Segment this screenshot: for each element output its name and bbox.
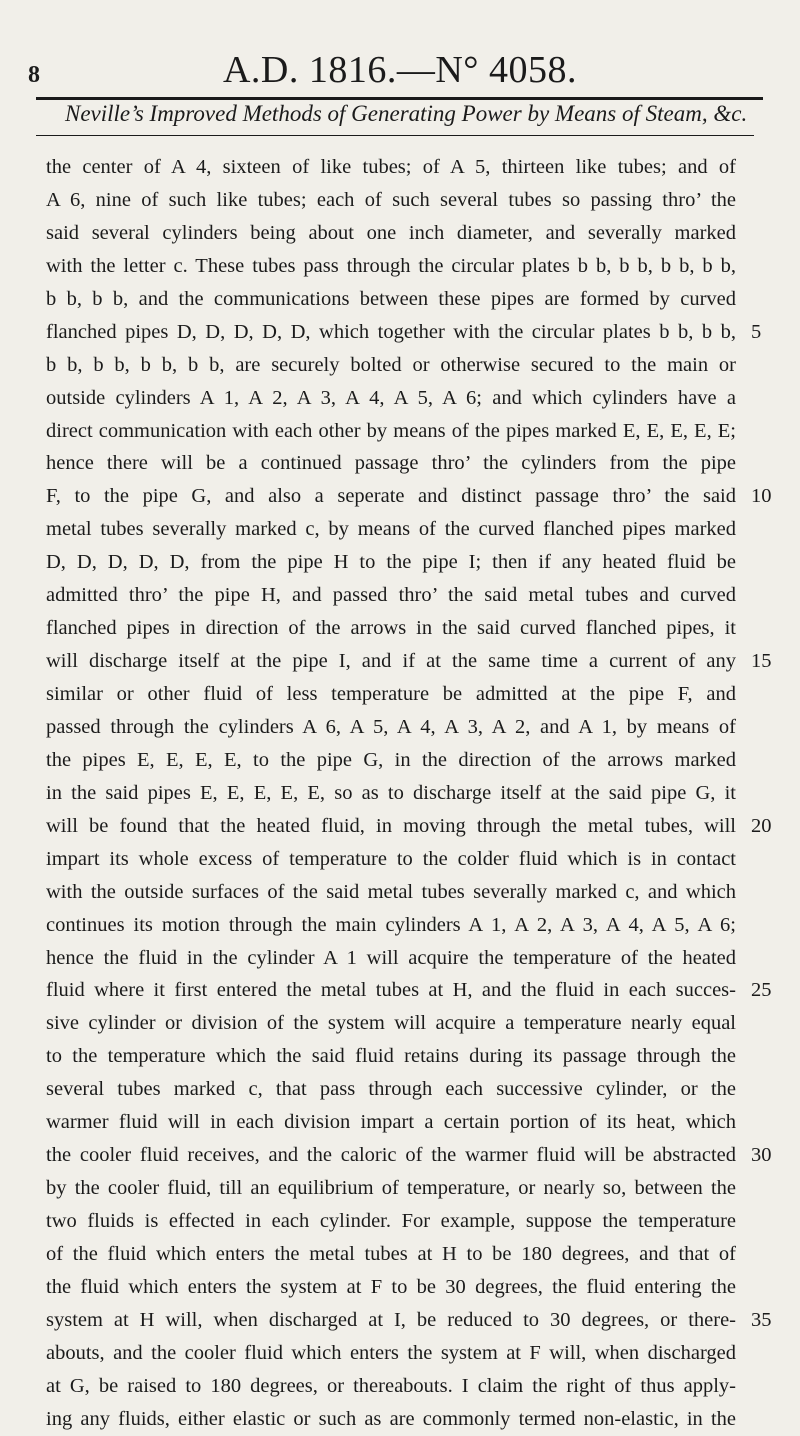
header-rule-bottom xyxy=(36,135,754,136)
text-line: similar or other fluid of less temperature be admitted at the pipe F, and xyxy=(46,683,736,705)
text-line: the pipes E, E, E, E, to the pipe G, in the direction of the arrows marked xyxy=(46,748,736,771)
text-line: flanched pipes in direction of the arrows in the said curved flanched pipes, it xyxy=(46,617,736,640)
text-line: impart its whole excess of temperature to the colder fluid which is in contact xyxy=(46,847,736,870)
text-line: direct communication with each other by means of the pipes marked E, E, E, E, E; xyxy=(46,419,736,442)
text-line: D, D, D, D, D, from the pipe H to the pipe I; then if any heated fluid be xyxy=(46,551,736,574)
text-line: in the said pipes E, E, E, E, E, so as to discharge itself at the said pipe G, it xyxy=(46,781,736,804)
margin-line-number: 10 xyxy=(751,485,772,507)
text-line: hence the fluid in the cylinder A 1 will acquire the temperature of the heated xyxy=(46,946,736,969)
margin-line-number: 25 xyxy=(751,979,772,1001)
text-line: fluid where it first entered the metal tubes at H, and the fluid in each succes- xyxy=(46,979,736,1002)
text-line: at G, be raised to 180 degrees, or thereabouts. I claim the right of thus apply- xyxy=(46,1374,736,1397)
text-line: metal tubes severally marked c, by means of the curved flanched pipes marked xyxy=(46,518,736,541)
text-line: A 6, nine of such like tubes; each of such several tubes so passing thro’ the xyxy=(46,188,736,211)
margin-line-number: 30 xyxy=(751,1144,772,1166)
text-line: F, to the pipe G, and also a seperate and distinct passage thro’ the said xyxy=(46,485,736,508)
margin-line-number: 5 xyxy=(751,321,762,343)
text-line: said several cylinders being about one inch diameter, and severally marked xyxy=(46,221,736,244)
text-line: b b, b b, b b, b b, are securely bolted or otherwise secured to the main or xyxy=(46,353,736,376)
page-number: 8 xyxy=(28,62,40,88)
text-line: warmer fluid will in each division impart a certain portion of its heat, which xyxy=(46,1111,736,1134)
running-head: Neville’s Improved Methods of Generating Power by Means of Steam, &c. xyxy=(65,101,748,126)
margin-line-number: 15 xyxy=(751,650,772,672)
text-line: admitted thro’ the pipe H, and passed thro’ the said metal tubes and curved xyxy=(46,584,736,607)
text-line: ing any fluids, either elastic or such as are commonly termed non-elastic, in the xyxy=(46,1407,736,1430)
header-rule-top xyxy=(36,97,763,100)
text-line: hence there will be a continued passage thro’ the cylinders from the pipe xyxy=(46,452,736,475)
text-line: the fluid which enters the system at F to be 30 degrees, the fluid entering the xyxy=(46,1275,736,1298)
text-line: to the temperature which the said fluid retains during its passage through the xyxy=(46,1045,736,1068)
text-line: system at H will, when discharged at I, be reduced to 30 degrees, or there- xyxy=(46,1308,736,1331)
body-text xyxy=(46,151,736,1436)
text-line: the cooler fluid receives, and the caloric of the warmer fluid will be abstracted xyxy=(46,1144,736,1167)
text-line: will discharge itself at the pipe I, and if at the same time a current of any xyxy=(46,650,736,673)
margin-line-number: 20 xyxy=(751,815,772,837)
text-line: with the outside surfaces of the said metal tubes severally marked c, and which xyxy=(46,880,736,903)
text-line: outside cylinders A 1, A 2, A 3, A 4, A 5, A 6; and which cylinders have a xyxy=(46,386,736,409)
text-line: several tubes marked c, that pass through each successive cylinder, or the xyxy=(46,1078,736,1101)
text-line: b b, b b, and the communications between these pipes are formed by curved xyxy=(46,287,736,310)
text-line: will be found that the heated fluid, in moving through the metal tubes, will xyxy=(46,814,736,837)
text-line: of the fluid which enters the metal tubes at H to be 180 degrees, and that of xyxy=(46,1242,736,1265)
text-line: by the cooler fluid, till an equilibrium of temperature, or nearly so, between the xyxy=(46,1177,736,1200)
text-line: abouts, and the cooler fluid which enters the system at F will, when discharged xyxy=(46,1341,736,1364)
text-line: two fluids is effected in each cylinder. For example, suppose the temperature xyxy=(46,1210,736,1232)
text-line: passed through the cylinders A 6, A 5, A 4, A 3, A 2, and A 1, by means of xyxy=(46,715,736,738)
page-title: A.D. 1816.—N° 4058. xyxy=(222,49,578,91)
text-line: the center of A 4, sixteen of like tubes; of A 5, thirteen like tubes; and of xyxy=(46,156,736,178)
margin-line-number: 35 xyxy=(751,1309,772,1331)
text-line: continues its motion through the main cylinders A 1, A 2, A 3, A 4, A 5, A 6; xyxy=(46,913,736,936)
text-line: sive cylinder or division of the system will acquire a temperature nearly equal xyxy=(46,1012,736,1035)
text-line: with the letter c. These tubes pass through the circular plates b b, b b, b b, b b, xyxy=(46,254,736,277)
text-line: flanched pipes D, D, D, D, D, which together with the circular plates b b, b b, xyxy=(46,320,736,343)
